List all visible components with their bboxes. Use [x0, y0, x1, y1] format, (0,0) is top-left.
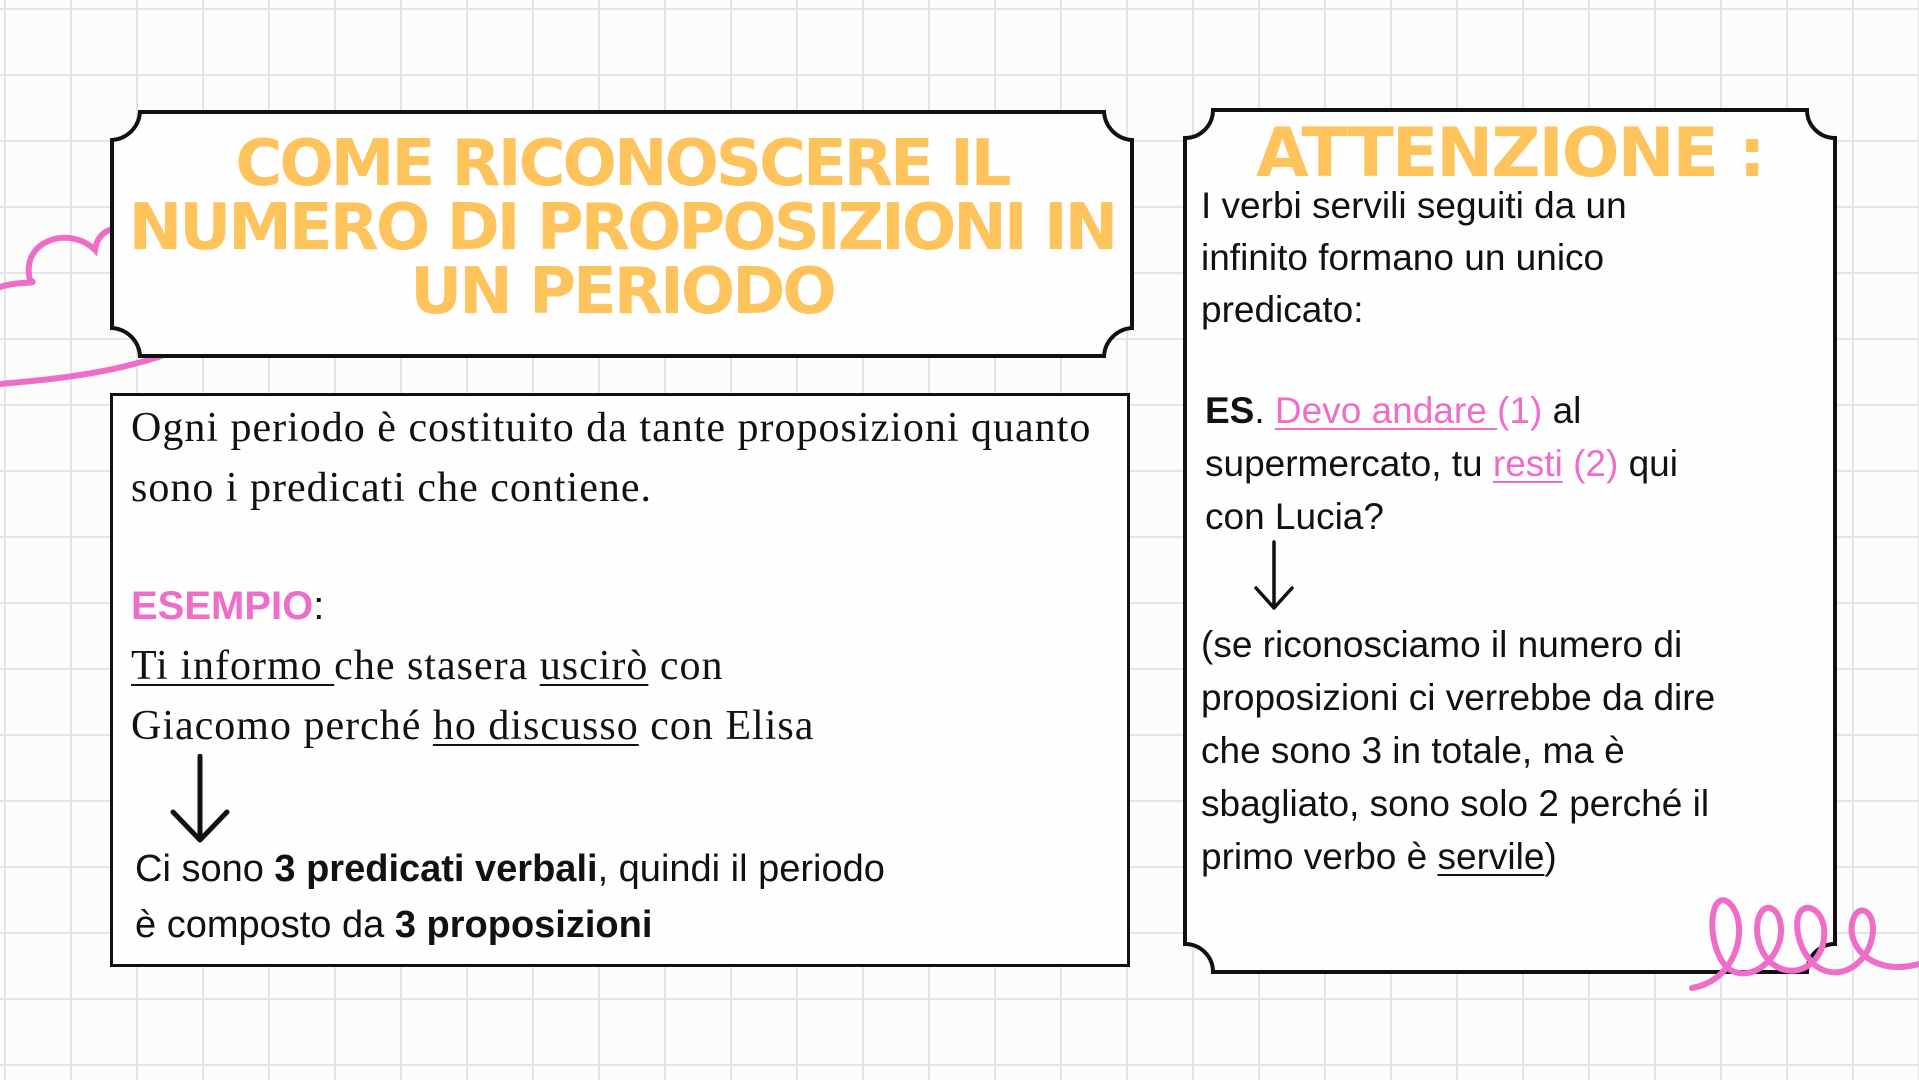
verb-resti: resti	[1492, 443, 1563, 484]
verb-ho-discusso: ho discusso	[432, 703, 639, 749]
verb-devo-andare: Devo andare	[1274, 390, 1498, 431]
es-label: ES	[1205, 390, 1255, 431]
verb-usciro: uscirò	[539, 643, 649, 689]
example-heading	[131, 576, 324, 636]
title-card	[110, 110, 1134, 358]
page-title	[110, 127, 1134, 329]
es-text: al	[1542, 390, 1582, 431]
es-text: qui	[1618, 443, 1678, 484]
example-text: con Elisa	[638, 703, 815, 749]
es-text: supermercato, tu	[1205, 443, 1493, 484]
note-line: sbagliato, sono solo 2 perché il	[1201, 783, 1710, 824]
es-dot: .	[1254, 390, 1275, 431]
title-line-3: UN PERIODO	[410, 255, 834, 329]
rule-line: infinito formano un unico	[1201, 237, 1605, 278]
example-colon: :	[313, 584, 325, 628]
attention-rule	[1201, 180, 1801, 336]
rule-line: I verbi servili seguiti da un	[1201, 185, 1627, 226]
note-line: )	[1544, 836, 1557, 877]
note-line: (se riconosciamo il numero di	[1201, 624, 1683, 665]
note-line: proposizioni ci verrebbe da dire	[1201, 677, 1716, 718]
conclusion-text	[135, 841, 1095, 953]
rule-line: predicato:	[1201, 289, 1364, 330]
conclusion-part: è composto da	[135, 904, 395, 946]
conclusion-part: , quindi il periodo	[597, 848, 885, 890]
verb-count-1: (1)	[1497, 390, 1543, 431]
verb-count-2: (2)	[1562, 443, 1619, 484]
intro-text: Ogni periodo è costituito da tante proposizioni quanto sono i predicati che contiene.	[131, 405, 1092, 511]
note-line: primo verbo è	[1201, 836, 1438, 877]
example-label: ESEMPIO	[131, 584, 314, 628]
explanation-card	[110, 393, 1130, 967]
attention-note	[1201, 618, 1821, 883]
example-text: con	[648, 643, 724, 689]
loop-scribble	[1680, 880, 1919, 1000]
word-servile: servile	[1437, 836, 1545, 877]
es-text: con Lucia?	[1205, 496, 1384, 537]
verb-informo: Ti informo	[131, 643, 335, 689]
attention-card	[1183, 108, 1837, 974]
example-text: che stasera	[334, 643, 540, 689]
title-line-1: COME RICONOSCERE IL	[235, 127, 1009, 201]
note-line: che sono 3 in totale, ma è	[1201, 730, 1625, 771]
arrow-down-icon	[165, 754, 235, 844]
example-sentence	[131, 636, 1111, 756]
example-text: Giacomo perché	[131, 703, 433, 749]
conclusion-part: Ci sono	[135, 848, 275, 890]
conclusion-bold: 3 proposizioni	[394, 904, 653, 946]
conclusion-bold: 3 predicati verbali	[274, 848, 598, 890]
arrow-down-icon	[1251, 540, 1297, 612]
attention-title: ATTENZIONE :	[1256, 114, 1764, 193]
title-line-2: NUMERO DI PROPOSIZIONI IN	[128, 191, 1116, 265]
attention-example	[1205, 384, 1805, 543]
